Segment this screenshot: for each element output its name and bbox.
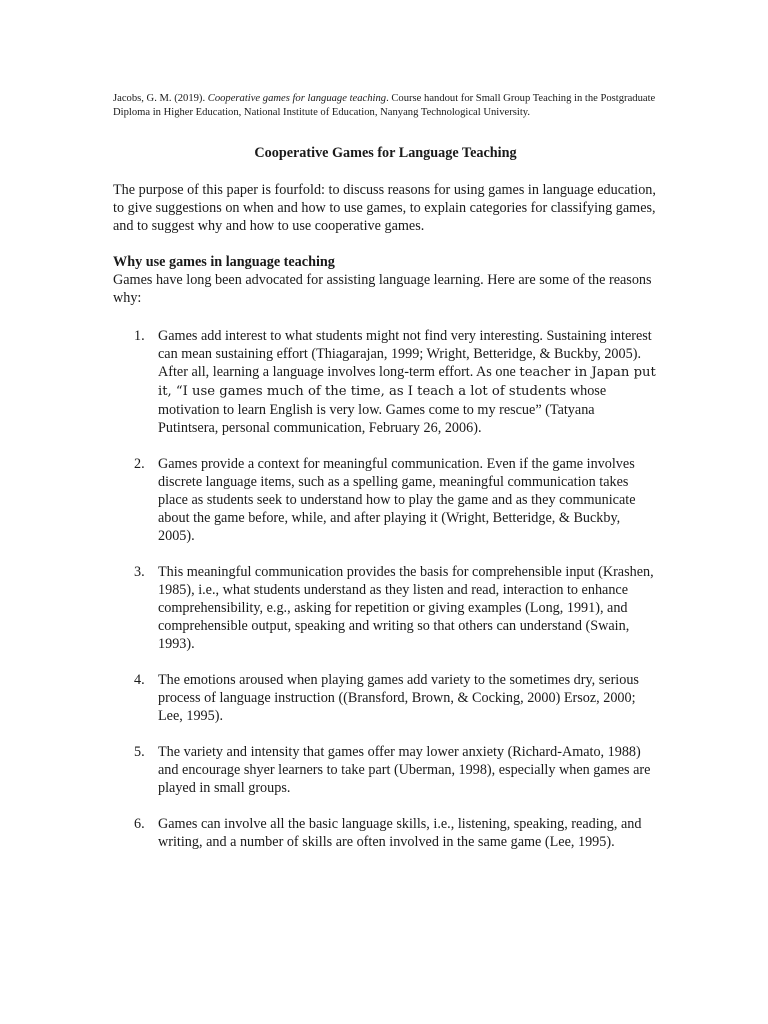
list-item-number: 2. (134, 456, 145, 472)
list-item-text: Games provide a context for meaningful communication. Even if the game involves discrete language items, such as a spelling game, meaningful communication takes place as students seek to understand how to play the game and as they communicate about the game before, while, and after playing it (Wright, Betteridge, & Buckby, 2005). (158, 456, 636, 544)
list-item-number: 4. (134, 672, 145, 688)
list-item (113, 563, 658, 653)
list-item-text: The variety and intensity that games offer may lower anxiety (Richard-Amato, 1988) and encourage shyer learners to take part (Uberman, 1998), especially when games are played in small groups. (158, 744, 651, 796)
list-item (113, 455, 658, 545)
document-title: Cooperative Games for Language Teaching (254, 145, 517, 161)
list-item-text: This meaningful communication provides the basis for comprehensible input (Krashen, 1985), i.e., what students understand as they listen and read, interaction to enhance comprehensibility, e.g., asking for repetition or giving examples (Long, 1991), and comprehensible output, speaking and writing so that others can understand (Swain, 1993). (158, 564, 654, 652)
list-item-number: 1. (134, 328, 145, 344)
list-item-number: 5. (134, 744, 145, 760)
citation-author-year: Jacobs, G. M. (2019). (113, 93, 208, 104)
list-item-text: Games can involve all the basic language skills, i.e., listening, speaking, reading, and writing, and a number of skills are often involved in the same game (Lee, 1995). (158, 816, 642, 850)
citation-work-title: Cooperative games for language teaching (207, 93, 387, 104)
list-item (113, 327, 658, 437)
list-item-text-quote: teacher in Japan put it, “I use games much of the time, as I teach a lot of students (158, 365, 656, 399)
section-lead-paragraph: Games have long been advocated for assisting language learning. Here are some of the reasons why: (113, 272, 652, 306)
list-item-number: 3. (134, 564, 145, 580)
citation (113, 92, 658, 120)
reasons-list (113, 327, 658, 851)
list-item-text (158, 327, 658, 437)
list-item-text: The emotions aroused when playing games add variety to the sometimes dry, serious process of language instruction ((Bransford, Brown, & Cocking, 2000) Ersoz, 2000; Lee, 1995). (158, 672, 639, 724)
list-item-text-part: Games add interest to what students might not find very interesting. Sustaining interest can mean sustaining effort (Thiagarajan, 1999; Wright, Betteridge, & Buckby, 2005). After all, learning a language involves long-term effort. As one (158, 328, 652, 380)
list-item (113, 743, 658, 797)
list-item (113, 815, 658, 851)
section-heading: Why use games in language teaching (113, 254, 335, 270)
citation-details: . Course handout for Small Group Teaching in the Postgraduate Diploma in Higher Education, National Institute of Education, Nanyang Technological University. (113, 93, 656, 118)
intro-paragraph: The purpose of this paper is fourfold: to discuss reasons for using games in language education, to give suggestions on when and how to use games, to explain categories for classifying games, and to suggest why and how to use cooperative games. (113, 182, 656, 234)
list-item (113, 671, 658, 725)
list-item-number: 6. (134, 816, 145, 832)
list-item-text-part: whose motivation to learn English is very low. Games come to my rescue” (Tatyana Putintsera, personal communication, February 26, 2006). (158, 383, 607, 436)
document-page (113, 92, 658, 869)
